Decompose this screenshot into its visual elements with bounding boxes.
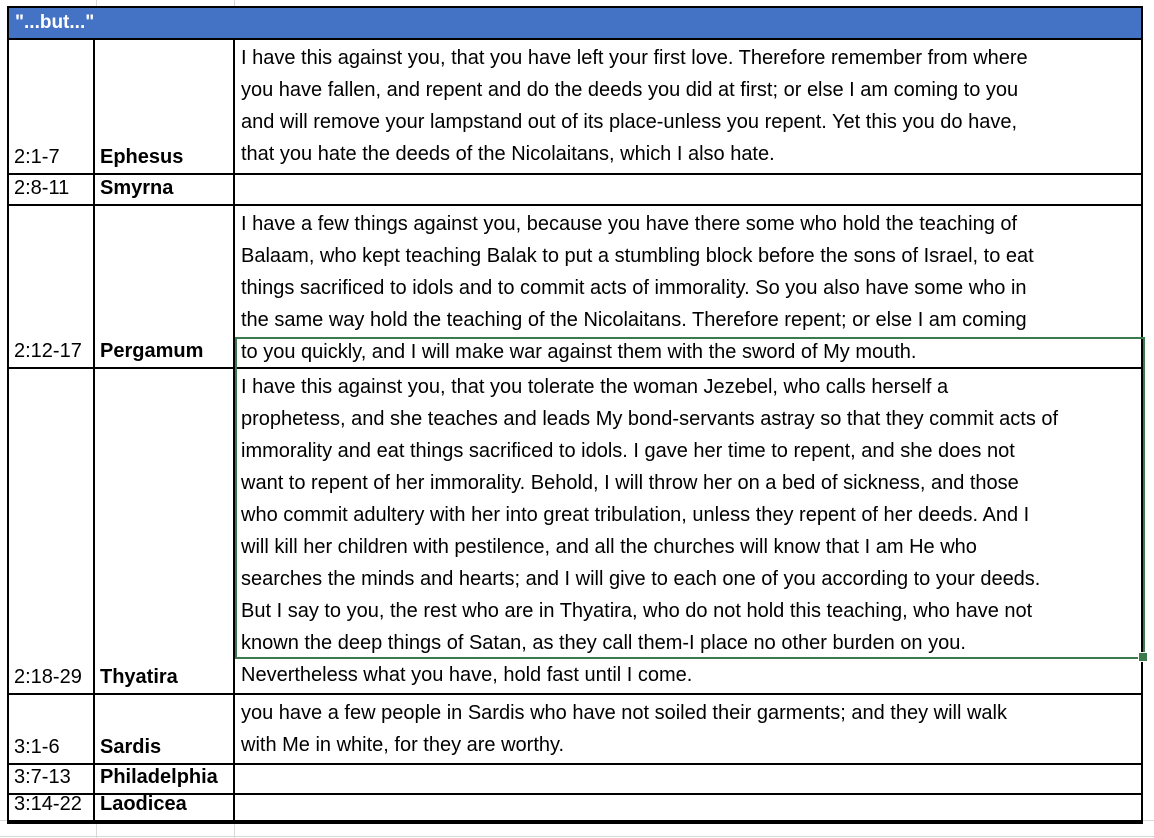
text-cell[interactable] [235, 40, 1141, 173]
header-cell[interactable]: "...but..." [9, 8, 1141, 40]
ref-cell[interactable] [9, 695, 95, 763]
church-cell[interactable] [95, 795, 235, 820]
text-cell[interactable] [235, 206, 1141, 367]
ref-cell[interactable] [9, 175, 95, 204]
ref-cell[interactable] [9, 206, 95, 367]
ref-cell[interactable] [9, 40, 95, 173]
ref-text: 2:18-29 [14, 666, 82, 688]
table-row [9, 40, 1141, 175]
ref-text: 2:1-7 [14, 146, 60, 168]
church-cell[interactable] [95, 175, 235, 204]
church-cell[interactable] [95, 40, 235, 173]
church-name: Laodicea [100, 793, 187, 815]
table-row [9, 175, 1141, 206]
text-content: I have this against you, that you have left your first love. Therefore remember from where you have fallen, and repent and do the deeds you did at first; or else I am coming to you and will remove your lampstand out of its place-unless you repent. Yet this you do have, that you hate the deeds of the Nicolaitans, which I also hate. [241, 47, 1028, 165]
ref-cell[interactable] [9, 765, 95, 793]
text-content: I have a few things against you, because you have there some who hold the teaching of Balaam, who kept teaching Balak to put a stumbling block before the sons of Israel, to eat things sacrificed to idols and to commit acts of immorality. So you also have some who in the same way hold the teaching of the Nicolaitans. Therefore repent; or else I am coming to you quickly, and I will make war against them with the sword of My mouth. [241, 213, 1034, 363]
church-cell[interactable] [95, 695, 235, 763]
church-name: Ephesus [100, 146, 184, 168]
text-cell[interactable] [235, 795, 1141, 820]
ref-text: 2:8-11 [14, 177, 70, 199]
table-row [9, 795, 1141, 822]
text-cell[interactable] [235, 175, 1141, 204]
table-row [9, 695, 1141, 765]
ref-text: 3:7-13 [14, 766, 71, 788]
church-name: Smyrna [100, 177, 174, 199]
ref-text: 3:14-22 [14, 793, 82, 815]
church-cell[interactable] [95, 765, 235, 793]
text-cell[interactable] [235, 765, 1141, 793]
table-row [9, 206, 1141, 369]
church-name: Thyatira [100, 666, 178, 688]
church-name: Sardis [100, 736, 162, 758]
text-cell[interactable] [235, 369, 1141, 693]
church-cell[interactable] [95, 206, 235, 367]
text-cell[interactable] [235, 695, 1141, 763]
ref-cell[interactable] [9, 369, 95, 693]
church-name: Philadelphia [100, 766, 218, 788]
church-name: Pergamum [100, 340, 204, 362]
spreadsheet-range [7, 6, 1143, 824]
ref-text: 2:12-17 [14, 340, 82, 362]
ref-text: 3:1-6 [14, 736, 60, 758]
table-row [9, 369, 1141, 695]
ref-cell[interactable] [9, 795, 95, 820]
text-content: I have this against you, that you tolerate the woman Jezebel, who calls herself a prophetess, and she teaches and leads My bond-servants astray so that they commit acts of immorality and eat things sacrificed to idols. I gave her time to repent, and she does not want to repent of her immorality. Behold, I will throw her on a bed of sickness, and those who commit adultery with her into great tribulation, unless they repent of her deeds. And I will kill her children with pestilence, and all the churches will know that I am He who searches the minds and hearts; and I will give to each one of you according to your deeds. But I say to you, the rest who are in Thyatira, who do not hold this teaching, who have not known the deep things of Satan, as they call them-I place no other burden on you. Nevertheless what you have, hold fast until I come. [241, 376, 1059, 686]
text-content: you have a few people in Sardis who have not soiled their garments; and they will walk with Me in white, for they are worthy. [241, 702, 1007, 756]
church-cell[interactable] [95, 369, 235, 693]
